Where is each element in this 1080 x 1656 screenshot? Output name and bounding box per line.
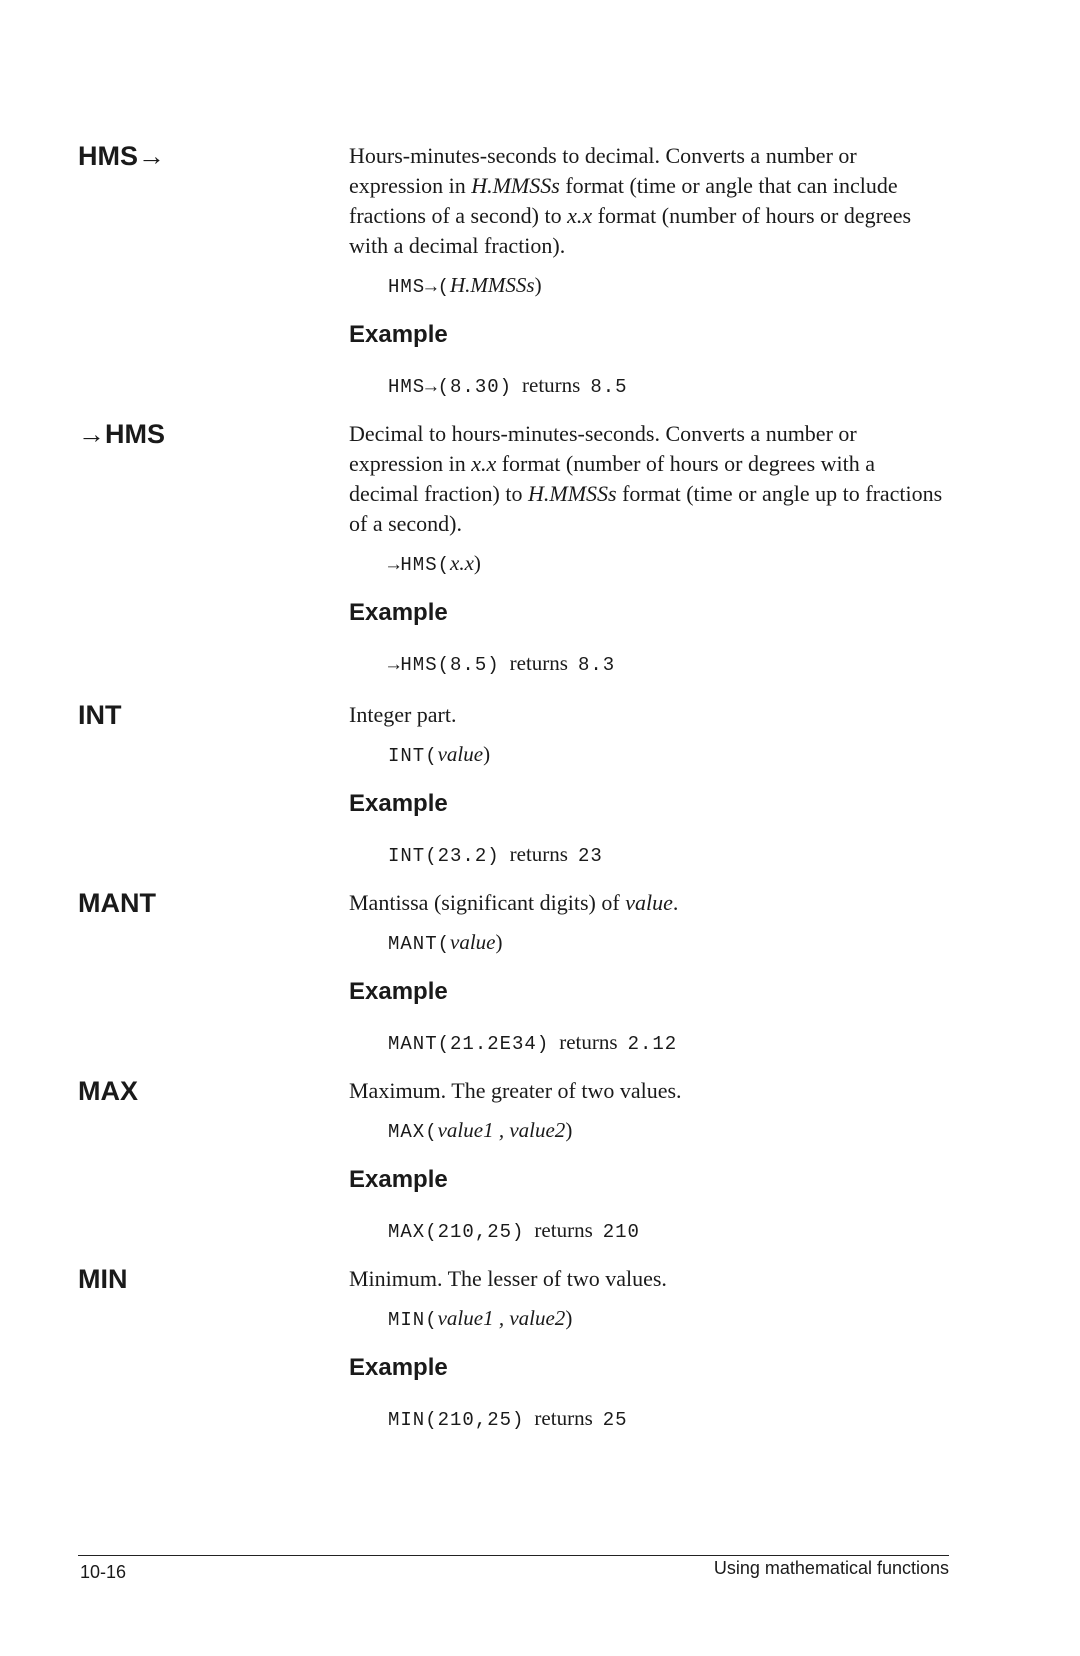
term: MIN (78, 1264, 128, 1294)
desc-text: . (672, 890, 679, 915)
example-call: MAX(210,25) (388, 1221, 525, 1243)
syntax-function: INT( (388, 745, 438, 767)
term: MANT (78, 888, 156, 918)
example-result: 23 (577, 845, 603, 867)
syntax-argument: H.MMSSs (450, 273, 535, 297)
description: Minimum. The lesser of two values. (349, 1266, 667, 1291)
entry-body (349, 700, 949, 870)
example-heading: Example (349, 599, 448, 626)
description (349, 888, 949, 918)
example-result: 25 (602, 1409, 628, 1431)
syntax (388, 1304, 949, 1334)
desc-text: format (time or angle up to fractions of a second). (349, 481, 943, 536)
desc-italic: x.x (567, 203, 593, 228)
desc-text: Hours-minutes-seconds to decimal. Converts a number or expression in (349, 143, 857, 198)
example-line (388, 840, 949, 870)
section-title: Using mathematical functions (713, 1558, 949, 1578)
term: INT (78, 700, 122, 730)
desc-text: format (number of hours or degrees with a decimal fraction). (349, 203, 912, 258)
example-call: HMS→(8.30) (388, 376, 513, 398)
syntax (388, 549, 949, 579)
example-line (388, 1216, 949, 1246)
desc-text: Mantissa (significant digits) of (349, 890, 626, 915)
example-heading: Example (349, 978, 448, 1005)
example-heading: Example (349, 1166, 448, 1193)
syntax (388, 928, 949, 958)
syntax-argument: value1 , value2 (437, 1118, 566, 1142)
example-line (388, 1404, 949, 1434)
syntax-close: ) (565, 1118, 573, 1142)
syntax-function: MIN( (388, 1309, 438, 1331)
example-result: 8.5 (590, 376, 628, 398)
syntax (388, 271, 949, 301)
desc-italic: x.x (471, 451, 497, 476)
syntax-close: ) (565, 1306, 573, 1330)
syntax-close: ) (534, 273, 542, 297)
syntax-function: →HMS( (388, 554, 451, 576)
syntax-argument: value (437, 742, 484, 766)
syntax-close: ) (495, 930, 503, 954)
description: Integer part. (349, 702, 457, 727)
desc-italic: H.MMSSs (471, 173, 560, 198)
example-heading: Example (349, 1354, 448, 1381)
example-line (388, 371, 949, 401)
syntax (388, 740, 949, 770)
entry-body (349, 888, 949, 1058)
example-heading: Example (349, 321, 448, 348)
returns-word: returns (559, 1030, 618, 1054)
returns-word: returns (509, 651, 568, 675)
example-call: INT(23.2) (388, 845, 500, 867)
syntax-close: ) (473, 551, 481, 575)
entry-body (349, 1264, 949, 1434)
desc-text: format (time or angle that can include fractions of a second) to (349, 173, 898, 228)
syntax-function: HMS→( (388, 276, 451, 298)
example-result: 210 (602, 1221, 640, 1243)
desc-italic: H.MMSSs (527, 481, 617, 506)
term: MAX (78, 1076, 138, 1106)
example-result: 8.3 (577, 654, 616, 676)
returns-word: returns (534, 1406, 593, 1430)
example-call: MANT(21.2E34) (388, 1033, 550, 1055)
entry-body (349, 419, 949, 679)
description: Maximum. The greater of two values. (349, 1078, 682, 1103)
desc-text: format (number of hours or degrees with a decimal fraction) to (349, 451, 876, 506)
syntax-argument: x.x (450, 551, 474, 575)
footer-rule (78, 1555, 949, 1556)
term: →HMS (78, 419, 165, 449)
page-number: 10-16 (80, 1562, 127, 1582)
syntax (388, 1116, 949, 1146)
returns-word: returns (509, 842, 568, 866)
syntax-argument: value (450, 930, 496, 954)
returns-word: returns (522, 373, 581, 397)
example-result: 2.12 (627, 1033, 678, 1055)
example-line (388, 649, 949, 679)
desc-italic: value (625, 890, 673, 915)
syntax-argument: value1 , value2 (437, 1306, 566, 1330)
description (349, 419, 949, 539)
entry-body (349, 141, 949, 401)
entry-body (349, 1076, 949, 1246)
example-line (388, 1028, 949, 1058)
syntax-function: MAX( (388, 1121, 438, 1143)
example-heading: Example (349, 790, 448, 817)
returns-word: returns (534, 1218, 593, 1242)
description (349, 141, 949, 261)
syntax-close: ) (483, 742, 491, 766)
example-call: →HMS(8.5) (388, 654, 500, 676)
desc-text: Decimal to hours-minutes-seconds. Converts a number or expression in (349, 421, 857, 476)
example-call: MIN(210,25) (388, 1409, 525, 1431)
term: HMS→ (78, 141, 165, 171)
syntax-function: MANT( (388, 933, 451, 955)
